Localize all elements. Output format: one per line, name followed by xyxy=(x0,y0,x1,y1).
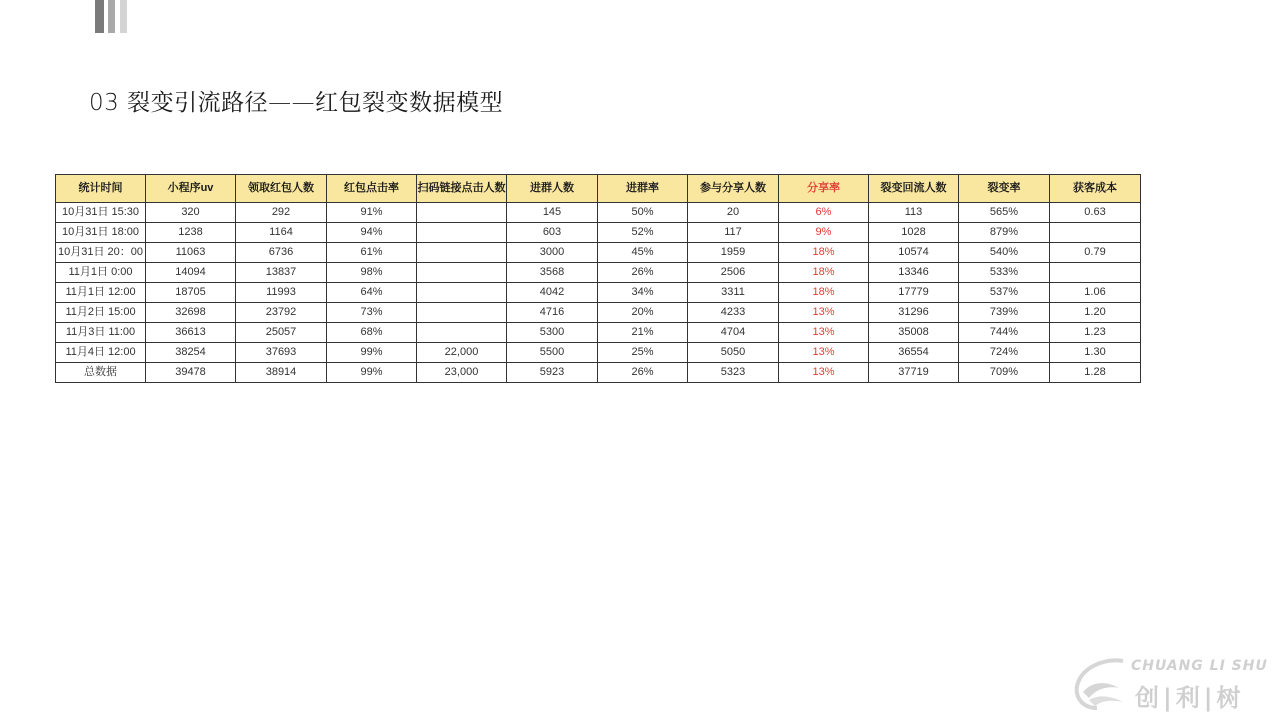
table-cell: 1.23 xyxy=(1050,323,1141,343)
table-cell: 9% xyxy=(779,223,869,243)
table-cell: 38254 xyxy=(146,343,236,363)
table-cell: 117 xyxy=(688,223,779,243)
table-cell: 18% xyxy=(779,263,869,283)
table-cell: 39478 xyxy=(146,363,236,383)
table-cell: 11月1日 0:00 xyxy=(56,263,146,283)
table-cell: 32698 xyxy=(146,303,236,323)
table-cell: 总数据 xyxy=(56,363,146,383)
slide-title: 03 裂变引流路径——红包裂变数据模型 xyxy=(89,90,504,116)
table-cell: 13% xyxy=(779,363,869,383)
table-cell: 11月3日 11:00 xyxy=(56,323,146,343)
table-cell: 20% xyxy=(598,303,688,323)
table-cell: 37719 xyxy=(869,363,959,383)
table-cell: 99% xyxy=(327,343,417,363)
table-cell: 11063 xyxy=(146,243,236,263)
table-cell: 11月1日 12:00 xyxy=(56,283,146,303)
table-cell: 11月4日 12:00 xyxy=(56,343,146,363)
table-cell: 25057 xyxy=(236,323,327,343)
table-cell xyxy=(417,243,507,263)
table-cell: 5300 xyxy=(507,323,598,343)
table-cell: 565% xyxy=(959,203,1050,223)
column-header: 参与分享人数 xyxy=(688,175,779,203)
table-cell: 68% xyxy=(327,323,417,343)
column-header: 分享率 xyxy=(779,175,869,203)
table-cell: 1164 xyxy=(236,223,327,243)
table-cell: 10574 xyxy=(869,243,959,263)
table-cell: 94% xyxy=(327,223,417,243)
table-cell: 34% xyxy=(598,283,688,303)
column-header: 领取红包人数 xyxy=(236,175,327,203)
table-cell: 18705 xyxy=(146,283,236,303)
table-cell: 744% xyxy=(959,323,1050,343)
column-header: 扫码链接点击人数 xyxy=(417,175,507,203)
table-cell xyxy=(1050,263,1141,283)
table-cell: 11月2日 15:00 xyxy=(56,303,146,323)
table-cell: 35008 xyxy=(869,323,959,343)
table-cell: 50% xyxy=(598,203,688,223)
table-cell: 3568 xyxy=(507,263,598,283)
table-cell: 14094 xyxy=(146,263,236,283)
table-cell: 1.06 xyxy=(1050,283,1141,303)
table-cell: 533% xyxy=(959,263,1050,283)
table-cell: 4704 xyxy=(688,323,779,343)
table-cell: 37693 xyxy=(236,343,327,363)
table-cell: 5923 xyxy=(507,363,598,383)
decorative-bar-mid xyxy=(108,0,115,33)
table-row xyxy=(56,303,1141,323)
column-header: 获客成本 xyxy=(1050,175,1141,203)
table-cell: 1.28 xyxy=(1050,363,1141,383)
table-cell: 73% xyxy=(327,303,417,323)
table-row xyxy=(56,243,1141,263)
table-cell: 45% xyxy=(598,243,688,263)
table-cell: 879% xyxy=(959,223,1050,243)
logo-chinese-text: 创|利|树 xyxy=(1135,684,1245,712)
table-cell: 98% xyxy=(327,263,417,283)
table-cell: 91% xyxy=(327,203,417,223)
table-row xyxy=(56,203,1141,223)
table-cell: 5323 xyxy=(688,363,779,383)
table-cell: 18% xyxy=(779,283,869,303)
table-cell: 145 xyxy=(507,203,598,223)
table-cell: 0.79 xyxy=(1050,243,1141,263)
table-cell: 113 xyxy=(869,203,959,223)
table-row xyxy=(56,343,1141,363)
table-cell: 1959 xyxy=(688,243,779,263)
table-cell: 2506 xyxy=(688,263,779,283)
table-cell: 709% xyxy=(959,363,1050,383)
table-cell: 1238 xyxy=(146,223,236,243)
table-cell: 4716 xyxy=(507,303,598,323)
table-cell: 3311 xyxy=(688,283,779,303)
table-cell: 18% xyxy=(779,243,869,263)
table-cell xyxy=(417,323,507,343)
logo-english-text: CHUANG LI SHU xyxy=(1131,658,1268,674)
table-cell: 38914 xyxy=(236,363,327,383)
table-cell: 23792 xyxy=(236,303,327,323)
table-cell: 540% xyxy=(959,243,1050,263)
table-cell: 26% xyxy=(598,363,688,383)
table-cell: 5500 xyxy=(507,343,598,363)
table-cell: 17779 xyxy=(869,283,959,303)
table-cell: 1.20 xyxy=(1050,303,1141,323)
table-cell: 739% xyxy=(959,303,1050,323)
column-header: 裂变率 xyxy=(959,175,1050,203)
table-cell: 31296 xyxy=(869,303,959,323)
table-cell: 25% xyxy=(598,343,688,363)
table-body xyxy=(56,203,1141,383)
table-cell: 23,000 xyxy=(417,363,507,383)
table-cell xyxy=(417,303,507,323)
table-row xyxy=(56,263,1141,283)
table-row xyxy=(56,363,1141,383)
column-header: 进群人数 xyxy=(507,175,598,203)
table-cell xyxy=(417,283,507,303)
table-cell: 6736 xyxy=(236,243,327,263)
brand-logo xyxy=(1073,656,1273,716)
column-header: 统计时间 xyxy=(56,175,146,203)
column-header: 红包点击率 xyxy=(327,175,417,203)
table-cell: 36613 xyxy=(146,323,236,343)
table-cell: 13% xyxy=(779,303,869,323)
table-cell: 22,000 xyxy=(417,343,507,363)
table-cell: 4042 xyxy=(507,283,598,303)
table-cell xyxy=(417,203,507,223)
table-cell: 26% xyxy=(598,263,688,283)
table-cell: 5050 xyxy=(688,343,779,363)
table-row xyxy=(56,223,1141,243)
table-cell: 64% xyxy=(327,283,417,303)
table-cell: 4233 xyxy=(688,303,779,323)
table-cell: 13346 xyxy=(869,263,959,283)
table-row xyxy=(56,283,1141,303)
table-cell: 36554 xyxy=(869,343,959,363)
table-cell: 21% xyxy=(598,323,688,343)
table-cell: 603 xyxy=(507,223,598,243)
table-cell: 10月31日 20：00 xyxy=(56,243,146,263)
column-header: 进群率 xyxy=(598,175,688,203)
table-cell: 0.63 xyxy=(1050,203,1141,223)
table-row xyxy=(56,323,1141,343)
table-cell: 6% xyxy=(779,203,869,223)
table-cell: 1028 xyxy=(869,223,959,243)
table-cell: 11993 xyxy=(236,283,327,303)
data-table xyxy=(55,174,1141,383)
table-cell: 1.30 xyxy=(1050,343,1141,363)
table-cell: 13% xyxy=(779,323,869,343)
table-cell: 724% xyxy=(959,343,1050,363)
table-cell: 10月31日 15:30 xyxy=(56,203,146,223)
table-cell: 13837 xyxy=(236,263,327,283)
table-cell xyxy=(1050,223,1141,243)
table-cell: 52% xyxy=(598,223,688,243)
table-cell: 61% xyxy=(327,243,417,263)
column-header: 裂变回流人数 xyxy=(869,175,959,203)
table-cell: 13% xyxy=(779,343,869,363)
table-cell: 320 xyxy=(146,203,236,223)
decorative-bar-light xyxy=(120,0,127,33)
table-cell: 10月31日 18:00 xyxy=(56,223,146,243)
table-cell xyxy=(417,263,507,283)
column-header: 小程序uv xyxy=(146,175,236,203)
table-header-row xyxy=(56,175,1141,203)
table-cell: 292 xyxy=(236,203,327,223)
table-cell: 99% xyxy=(327,363,417,383)
decorative-bar-dark xyxy=(95,0,104,33)
logo-swoosh-icon xyxy=(1073,658,1129,712)
table-cell: 20 xyxy=(688,203,779,223)
table-cell: 3000 xyxy=(507,243,598,263)
table-cell: 537% xyxy=(959,283,1050,303)
table-cell xyxy=(417,223,507,243)
